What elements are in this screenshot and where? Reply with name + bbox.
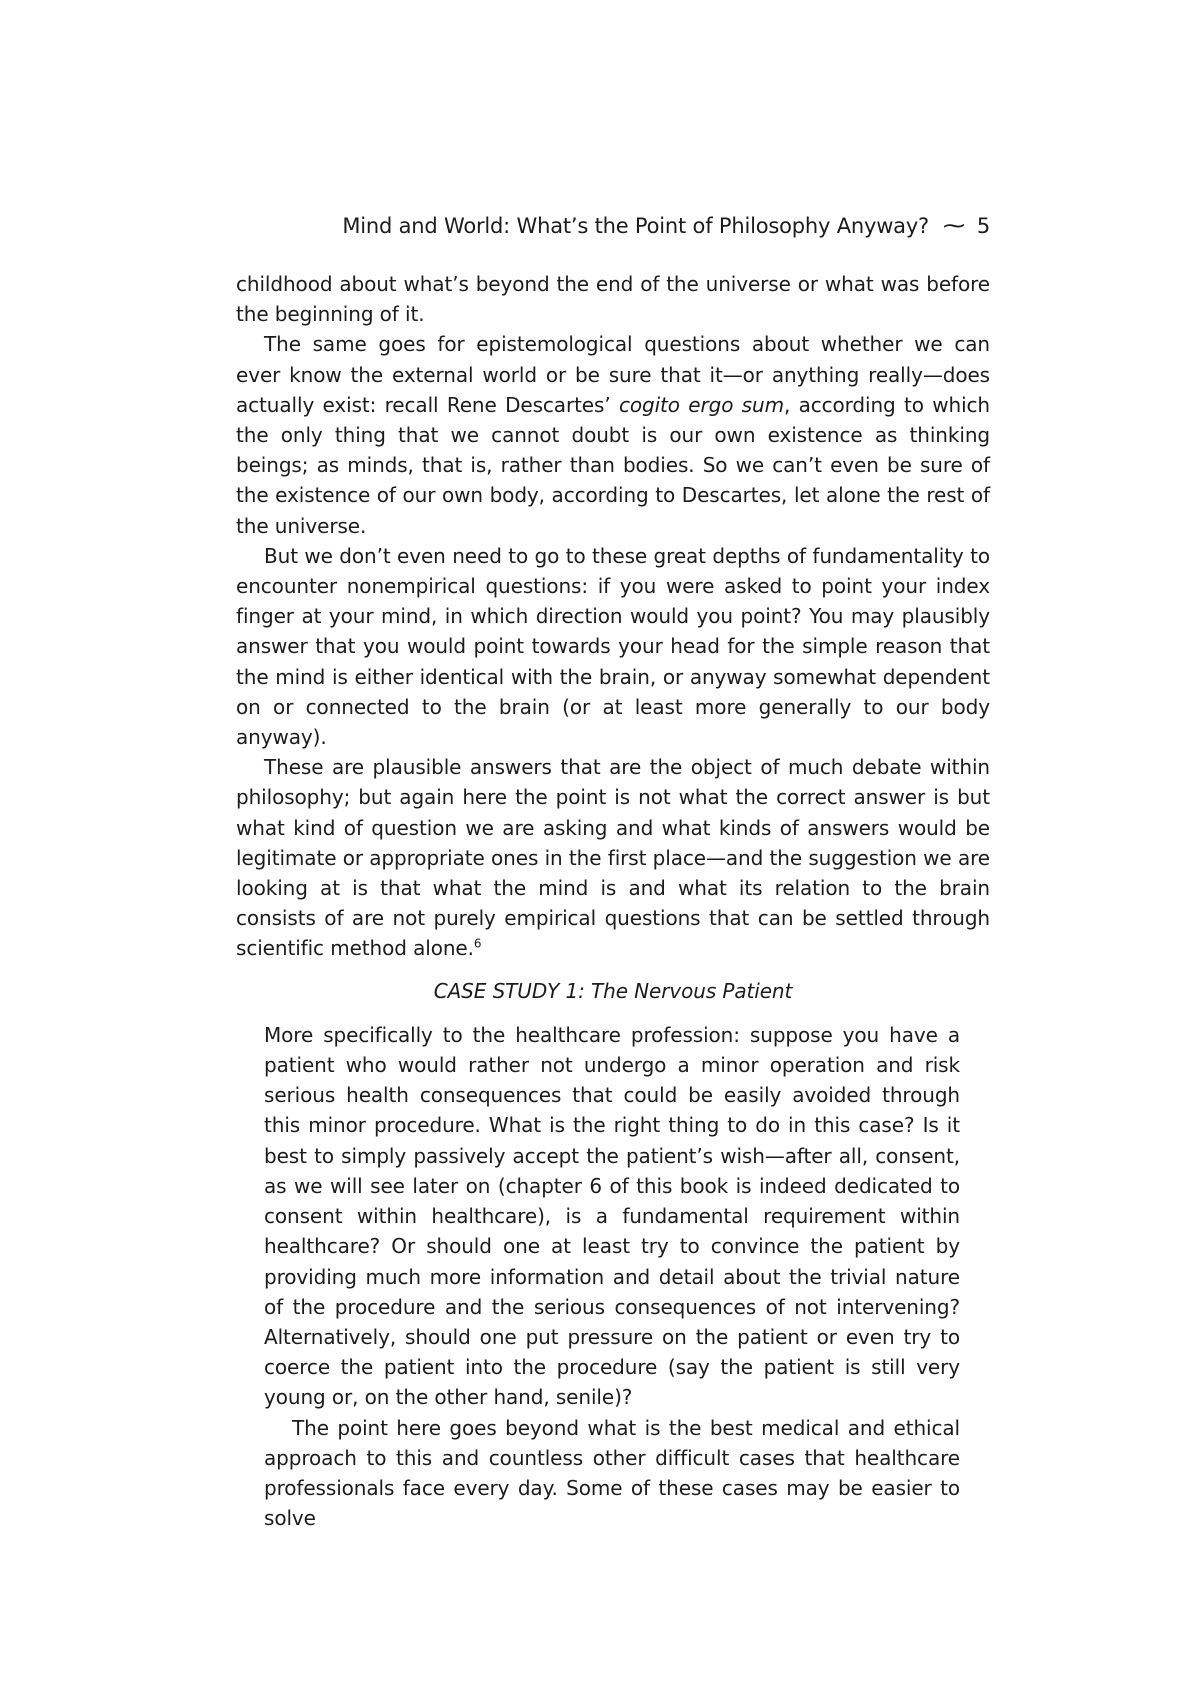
paragraph-2 — [236, 329, 990, 540]
case-study-title: The Nervous Patient — [591, 978, 793, 1003]
running-head — [236, 212, 990, 241]
case-study-paragraph-1: More specifically to the healthcare profession: suppose you have a patient who would rather not undergo a minor operation and risk serious health consequences that could be easily avoided through this minor procedure. What is the right thing to do in this case? Is it best to simply passively accept the patient’s wish—after all, consent, as we will see later on (chapter 6 of this book is indeed dedicated to consent within healthcare), is a fundamental requirement within healthcare? Or should one at least try to convince the patient by providing much more information and detail about the trivial nature of the procedure and the serious consequences of not intervening? Alternatively, should one put pressure on the patient or even try to coerce the patient into the procedure (say the patient is still very young or, on the other hand, senile)? — [264, 1022, 960, 1410]
case-study-paragraph-2: The point here goes beyond what is the best medical and ethical approach to this and countless other difficult cases that healthcare professionals face every day. Some of these cases may be easier to solve — [264, 1415, 960, 1531]
page-number: 5 — [976, 214, 990, 238]
paragraph-2-text-a: The same goes for epistemological questions about whether we can ever know the external world or be sure that it—or anything really—does actually exist: recall Rene Descartes’ — [236, 332, 990, 417]
paragraph-3: But we don’t even need to go to these great depths of fundamentality to encounter nonempirical questions: if you were asked to point your index finger at your mind, in which direction would you point? You may plausibly answer that you would point towards your head for the simple reason that the mind is either identical with the brain, or anyway somewhat dependent on or connected to the brain (or at least more generally to our body anyway). — [236, 543, 990, 750]
latin-phrase: cogito ergo sum — [618, 392, 784, 417]
running-head-title: Mind and World: What’s the Point of Philosophy Anyway? — [342, 214, 930, 238]
paragraph-4-text: These are plausible answers that are the object of much debate within philosophy; but again here the point is not what the correct answer is but what kind of question we are asking and what kinds of answers would be legitimate or appropriate ones in the first place—and the suggestion we are looking at is that what the mind is and what its relation to the brain consists of are not purely empirical questions that can be settled through scientific method alone. — [236, 755, 990, 961]
case-study-heading — [236, 976, 990, 1006]
case-study-label: CASE STUDY 1: — [433, 978, 592, 1003]
footnote-marker: 6 — [473, 936, 482, 951]
tilde-ornament-icon: ⁓ — [943, 214, 965, 239]
case-study-block — [264, 1020, 960, 1533]
paragraph-4 — [236, 752, 990, 963]
paragraph-1: childhood about what’s beyond the end of the universe or what was before the beginning of it. — [236, 272, 990, 327]
paragraph-2-text-b: , according to which the only thing that we cannot doubt is our own existence as thinking beings; as minds, that is, rather than bodies. So we can’t even be sure of the existence of our own body, according to Descartes, let alone the rest of the universe. — [236, 392, 991, 538]
body-text — [236, 269, 990, 1533]
